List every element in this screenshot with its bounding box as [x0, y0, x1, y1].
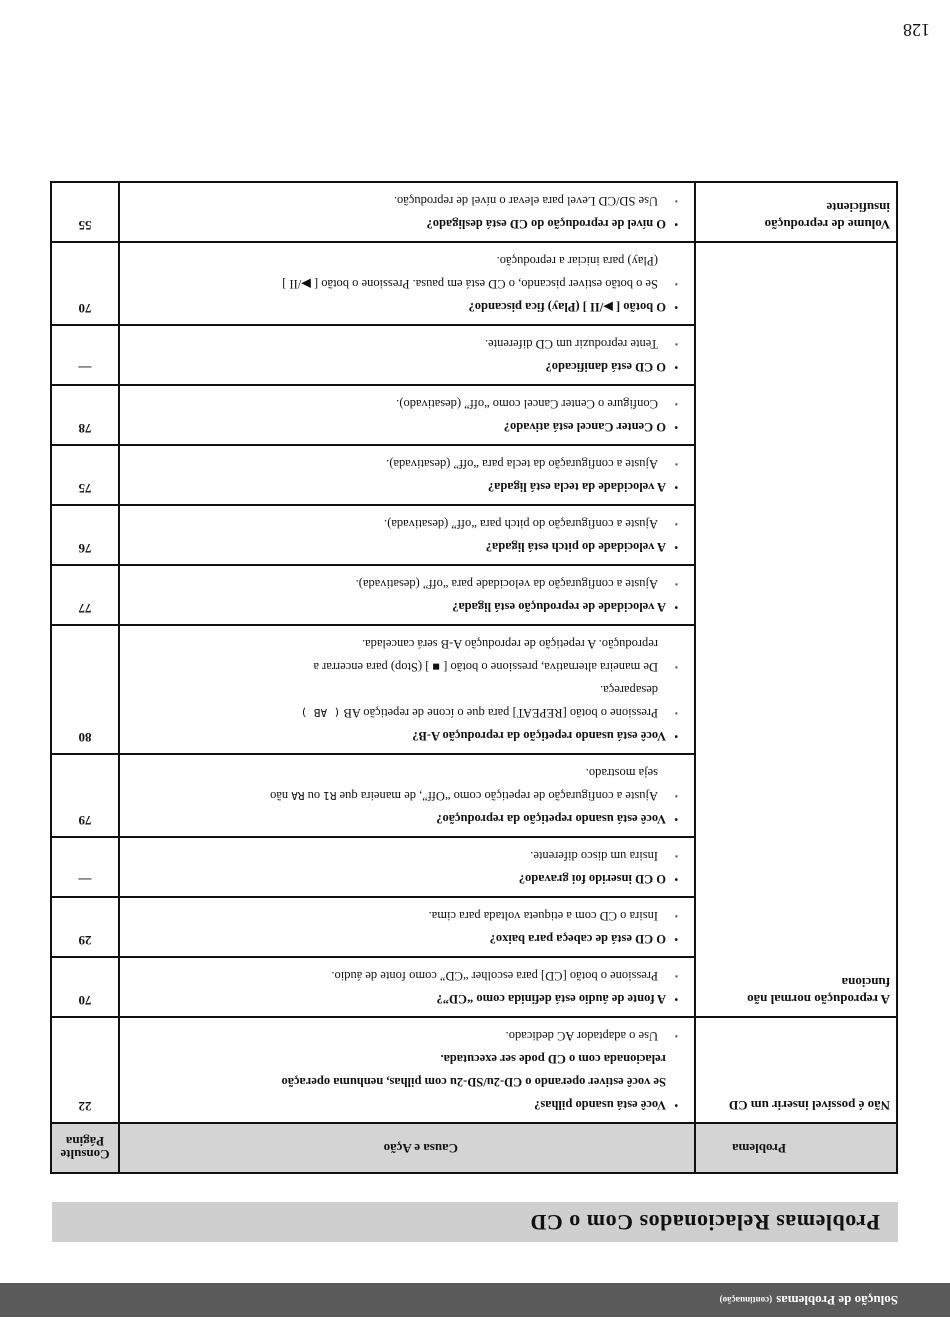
- cause-question-line: Se você estiver operando o CD-2u/SD-2u com pilhas, nenhuma operação: [281, 1075, 666, 1089]
- cause-cell: [119, 897, 695, 957]
- action-item: [128, 701, 678, 724]
- cause-cell: [119, 325, 695, 385]
- header-reference-page: [51, 1123, 119, 1173]
- cause-question: • O botão [ ▶/II ] (Play) fica piscando?: [128, 295, 678, 318]
- repeat-one-indicator-icon: R1: [323, 789, 337, 802]
- action-text: Pressione o botão [REPEAT] para que o ícone de repetição AB: [343, 706, 658, 720]
- cause-cell: [119, 1017, 695, 1123]
- ab-repeat-indicator-icon: ( AB ): [300, 706, 341, 719]
- reference-page: 77: [51, 565, 119, 625]
- action-item-continuation: (Play) para iniciar a reprodução.: [496, 254, 658, 268]
- action-item-continuation: seja mostrado.: [585, 766, 658, 780]
- cause-question: • O CD está danificado?: [128, 355, 678, 378]
- page-title: Problemas Relacionados Com o CD: [530, 1210, 880, 1235]
- action-item: • Use o adaptador AC dedicado.: [128, 1024, 678, 1047]
- cause-question: • O nível de reprodução do CD está desligado?: [128, 212, 678, 235]
- action-item-continuation: reprodução. A repetição de reprodução A-B será cancelada.: [361, 637, 658, 651]
- header-problem: Problema: [695, 1123, 897, 1173]
- cause-question: • A fonte de áudio está definida como “CD”?: [128, 987, 678, 1010]
- cause-question: • A velocidade de reprodução está ligada?: [128, 595, 678, 618]
- action-item: • Tente reproduzir um CD diferente.: [128, 332, 678, 355]
- cause-question: • A velocidade da tecla está ligada?: [128, 475, 678, 498]
- action-item: • Pressione o botão [CD] para escolher “CD” como fonte de áudio.: [128, 964, 678, 987]
- reference-page: 70: [51, 242, 119, 325]
- reference-page: 55: [51, 182, 119, 242]
- cause-question: • O Center Cancel está ativado?: [128, 415, 678, 438]
- cause-cell: [119, 625, 695, 754]
- page-number: 128: [903, 20, 930, 40]
- cause-question: • O CD inserido foi gravado?: [128, 867, 678, 890]
- cause-question: • Você está usando pilhas?: [128, 1093, 678, 1116]
- section-header-bar: [0, 1283, 950, 1317]
- cause-cell: [119, 242, 695, 325]
- cause-cell: [119, 957, 695, 1017]
- section-continuation: (continuação): [719, 1295, 773, 1305]
- action-item: • Ajuste a configuração da velocidade para “off” (desativada).: [128, 572, 678, 595]
- action-item-continuation: desapareça.: [600, 683, 658, 697]
- action-item: • De maneira alternativa, pressione o botão [ ■ ] (Stop) para encerrar a: [128, 655, 678, 678]
- reference-page: —: [51, 325, 119, 385]
- troubleshooting-table: [50, 181, 898, 1174]
- action-item: [128, 784, 678, 807]
- reference-page: 70: [51, 957, 119, 1017]
- reference-page: 76: [51, 505, 119, 565]
- cause-question-line: relacionada com o CD pode ser executada.: [440, 1052, 666, 1066]
- action-text: não: [270, 789, 289, 803]
- action-text: ou: [307, 789, 321, 803]
- page-title-band: [52, 1202, 898, 1242]
- header-cause-action: Causa e Ação: [119, 1123, 695, 1173]
- action-item: • Insira o CD com a etiqueta voltada para cima.: [128, 904, 678, 927]
- header-page-line-1: Consulte: [60, 1147, 110, 1162]
- cause-cell: [119, 182, 695, 242]
- action-item: • Se o botão estiver piscando, o CD está em pausa. Pressione o botão [ ▶/II ]: [128, 272, 678, 295]
- reference-page: 22: [51, 1017, 119, 1123]
- cause-cell: [119, 505, 695, 565]
- repeat-all-indicator-icon: RA: [291, 789, 305, 802]
- table-row: [51, 182, 897, 242]
- reference-page: 80: [51, 625, 119, 754]
- cause-cell: [119, 445, 695, 505]
- reference-page: 79: [51, 754, 119, 837]
- cause-question: • O CD está de cabeça para baixo?: [128, 927, 678, 950]
- table-row: [51, 957, 897, 1017]
- cause-question: • Você está usando repetição da reprodução?: [128, 807, 678, 830]
- cause-cell: [119, 565, 695, 625]
- table-header-row: [51, 1123, 897, 1173]
- cause-question: • Você está usando repetição da reprodução A-B?: [128, 724, 678, 747]
- cause-cell: [119, 837, 695, 897]
- reference-page: 75: [51, 445, 119, 505]
- cause-cell: [119, 385, 695, 445]
- action-item: • Insira um disco diferente.: [128, 844, 678, 867]
- action-item: • Ajuste a configuração da tecla para “off” (desativada).: [128, 452, 678, 475]
- problem-cell: A reprodução normal não funciona: [695, 242, 897, 1017]
- header-page-line-2: Página: [65, 1134, 105, 1149]
- action-item: • Configure o Center Cancel como “off” (desativado).: [128, 392, 678, 415]
- reference-page: 29: [51, 897, 119, 957]
- action-item: • Ajuste a configuração do pitch para “off” (desativada).: [128, 512, 678, 535]
- section-title: Solução de Problemas: [776, 1293, 898, 1308]
- problem-cell: Não é possível inserir um CD: [695, 1017, 897, 1123]
- action-item: • Use SD/CD Level para elevar o nível de reprodução.: [128, 189, 678, 212]
- problem-cell: Volume de reprodução insuficiente: [695, 182, 897, 242]
- reference-page: —: [51, 837, 119, 897]
- action-text: Ajuste a configuração de repetição como “Off”, de maneira que: [339, 789, 658, 803]
- table-row: [51, 1017, 897, 1123]
- cause-cell: [119, 754, 695, 837]
- reference-page: 78: [51, 385, 119, 445]
- cause-question: • A velocidade do pitch está ligada?: [128, 535, 678, 558]
